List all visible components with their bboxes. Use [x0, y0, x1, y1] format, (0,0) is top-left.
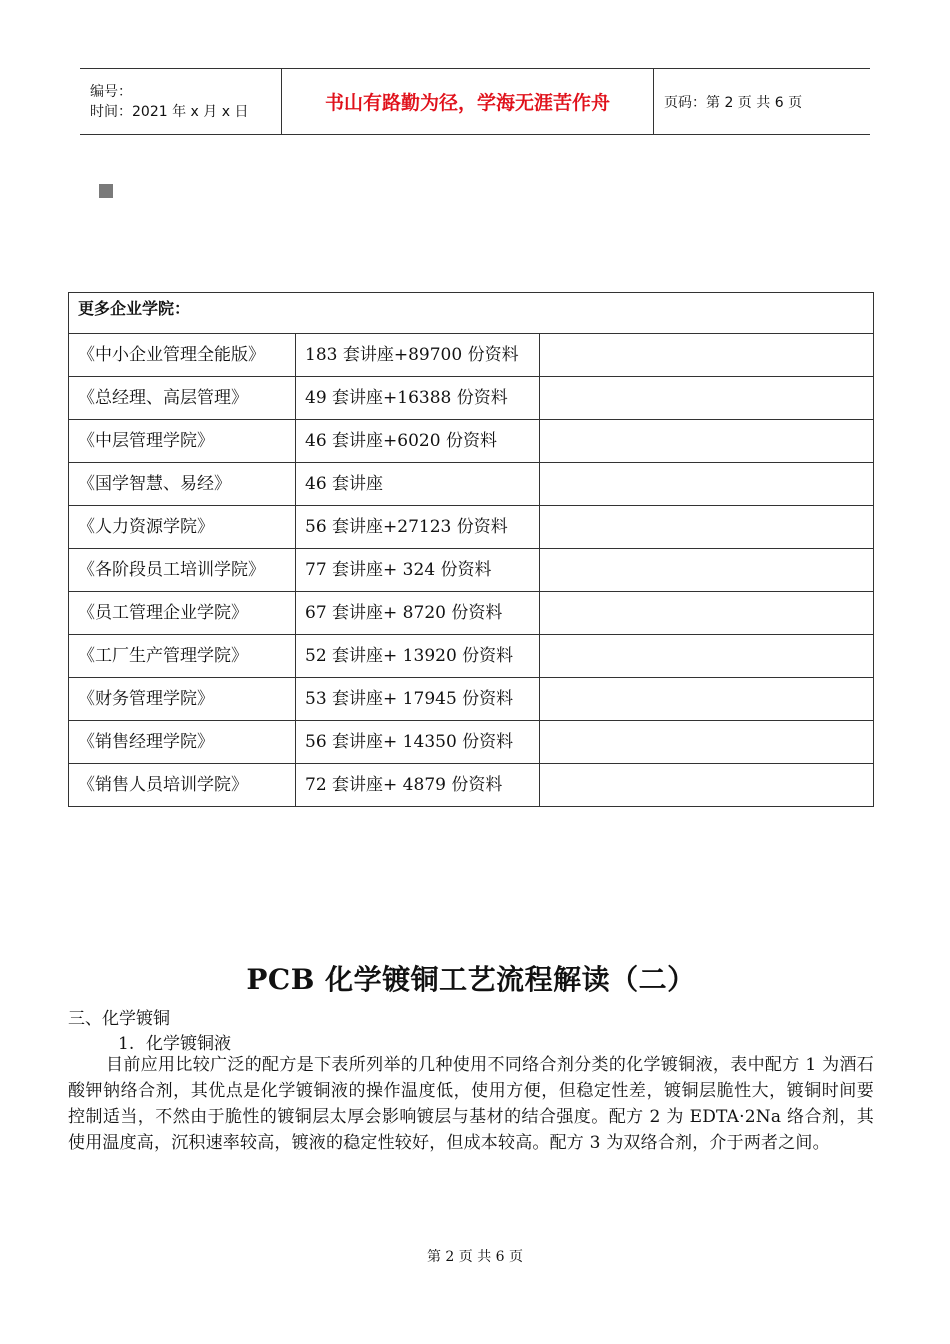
course-name: 《中层管理学院》: [69, 420, 296, 463]
course-empty-cell: [540, 463, 874, 506]
header-motto: 书山有路勤为径，学海无涯苦作舟: [282, 69, 654, 135]
page-header: [80, 68, 870, 135]
course-empty-cell: [540, 334, 874, 377]
course-name: 《工厂生产管理学院》: [69, 635, 296, 678]
course-row: [69, 678, 874, 721]
course-empty-cell: [540, 764, 874, 807]
course-content: 52 套讲座+ 13920 份资料: [296, 635, 540, 678]
course-row: [69, 334, 874, 377]
course-content: 67 套讲座+ 8720 份资料: [296, 592, 540, 635]
page-footer: 第 2 页 共 6 页: [426, 1249, 524, 1265]
sub-heading-number: 1.: [118, 1034, 135, 1054]
course-row: [69, 635, 874, 678]
course-content: 56 套讲座+ 14350 份资料: [296, 721, 540, 764]
course-content: 53 套讲座+ 17945 份资料: [296, 678, 540, 721]
course-content: 77 套讲座+ 324 份资料: [296, 549, 540, 592]
course-name: 《总经理、高层管理》: [69, 377, 296, 420]
course-empty-cell: [540, 635, 874, 678]
course-row: [69, 377, 874, 420]
course-row: [69, 420, 874, 463]
course-table: [68, 292, 874, 807]
course-row: [69, 549, 874, 592]
course-content: 183 套讲座+89700 份资料: [296, 334, 540, 377]
article-title: PCB 化学镀铜工艺流程解读（二）: [246, 963, 696, 996]
course-content: 72 套讲座+ 4879 份资料: [296, 764, 540, 807]
course-empty-cell: [540, 678, 874, 721]
header-left-cell: [80, 69, 282, 135]
course-name: 《员工管理企业学院》: [69, 592, 296, 635]
course-row: [69, 463, 874, 506]
course-name: 《人力资源学院》: [69, 506, 296, 549]
body-paragraph: 目前应用比较广泛的配方是下表所列举的几种使用不同络合剂分类的化学镀铜液，表中配方 1 为酒石酸钾钠络合剂，其优点是化学镀铜液的操作温度低，使用方便，但稳定性差，镀铜层脆性大，镀铜时间要控制适当，不然由于脆性的镀铜层太厚会影响镀层与基材的结合强度。配方 2 为 EDTA·2Na 络合剂，其使用温度高，沉积速率较高，镀液的稳定性较好，但成本较高。配方 3 为双络合剂，介于两者之间。: [68, 1055, 874, 1153]
course-name: 《财务管理学院》: [69, 678, 296, 721]
course-name: 《中小企业管理全能版》: [69, 334, 296, 377]
header-date: 时间：2021 年 x 月 x 日: [90, 103, 249, 120]
course-row: [69, 506, 874, 549]
section-heading: 三、化学镀铜: [68, 1009, 170, 1029]
course-empty-cell: [540, 592, 874, 635]
course-content: 56 套讲座+27123 份资料: [296, 506, 540, 549]
header-number-label: 编号：: [90, 83, 132, 100]
course-empty-cell: [540, 420, 874, 463]
course-empty-cell: [540, 377, 874, 420]
course-row: [69, 721, 874, 764]
course-content: 46 套讲座+6020 份资料: [296, 420, 540, 463]
header-page-info: 页码：第 2 页 共 6 页: [654, 69, 871, 135]
course-name: 《销售人员培训学院》: [69, 764, 296, 807]
course-content: 49 套讲座+16388 份资料: [296, 377, 540, 420]
course-empty-cell: [540, 506, 874, 549]
sub-heading-title: 化学镀铜液: [146, 1034, 231, 1054]
course-row: [69, 764, 874, 807]
course-table-title: 更多企业学院：: [69, 293, 874, 334]
course-name: 《销售经理学院》: [69, 721, 296, 764]
course-row: [69, 592, 874, 635]
course-content: 46 套讲座: [296, 463, 540, 506]
course-name: 《各阶段员工培训学院》: [69, 549, 296, 592]
course-empty-cell: [540, 549, 874, 592]
sub-heading: [118, 1029, 231, 1054]
course-empty-cell: [540, 721, 874, 764]
course-name: 《国学智慧、易经》: [69, 463, 296, 506]
square-bullet-icon: [99, 184, 113, 198]
